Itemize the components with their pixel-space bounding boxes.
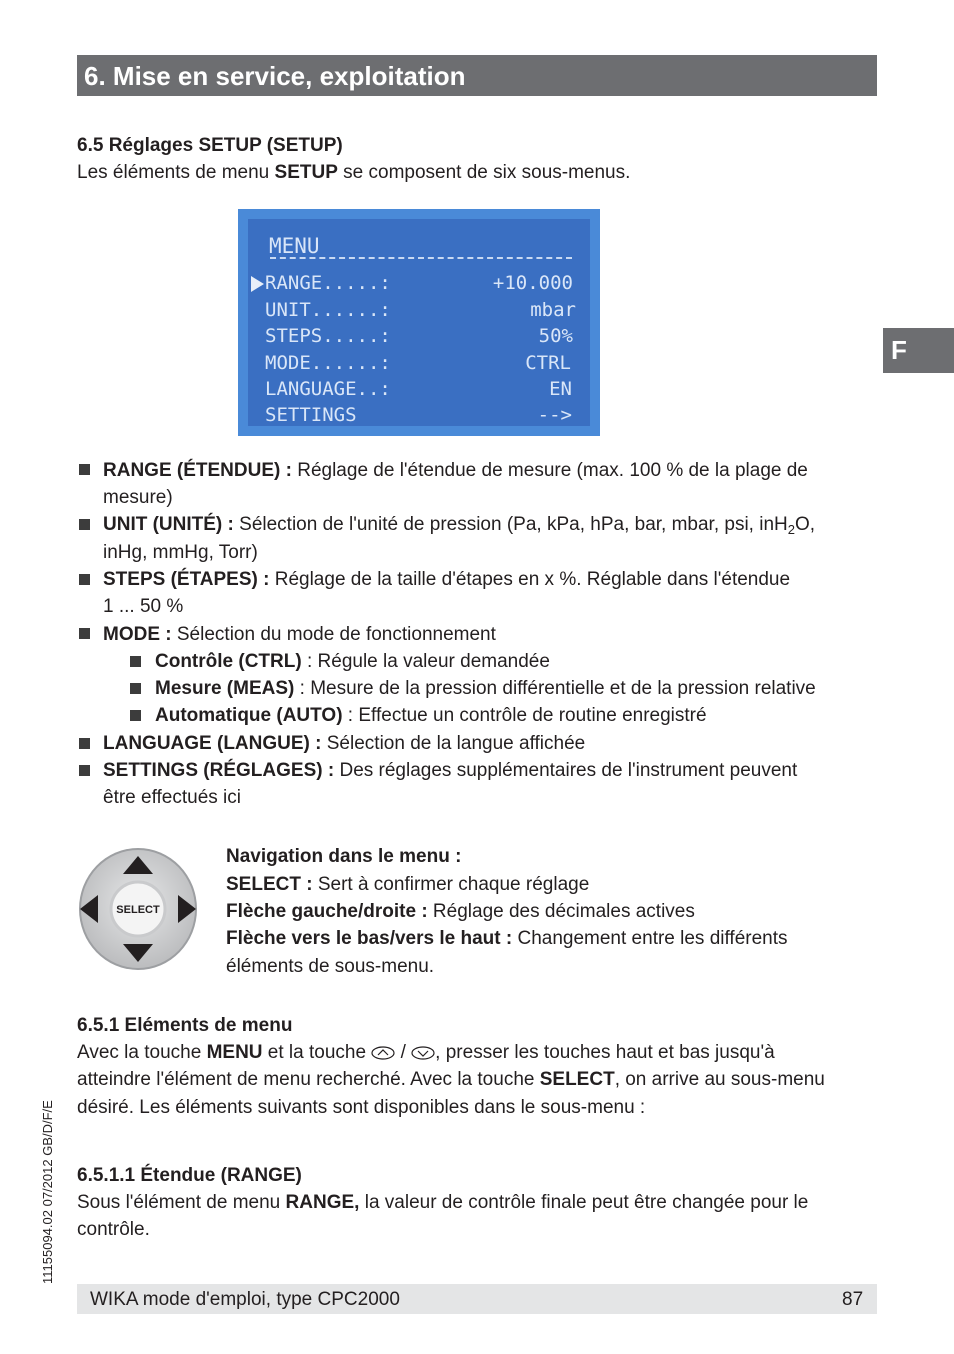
bullet-range: [103, 457, 808, 484]
sub-bullet-auto-text: : Effectue un contrôle de routine enregistré: [342, 705, 707, 726]
bullet-steps: [103, 566, 790, 593]
sub-bullet-ctrl-bold: Contrôle (CTRL): [155, 651, 302, 672]
dpad-select-label: SELECT: [116, 904, 160, 916]
sub-bullet-ctrl: [155, 648, 550, 675]
bullet-unit-bold: UNIT (UNITÉ) :: [103, 514, 234, 535]
nav-lr-line: [226, 898, 695, 925]
language-tab: [883, 328, 954, 373]
bullet-range-cont: mesure): [103, 487, 173, 508]
nav-ud-text: Changement entre les différents: [512, 928, 788, 949]
bullet-square: [79, 765, 90, 776]
bullet-square: [79, 574, 90, 585]
lcd-title: MENU: [269, 234, 320, 258]
intro-text: Les éléments de menu: [77, 162, 275, 183]
s651-text-b: et la touche: [262, 1042, 372, 1063]
document-code: 11155094.02 07/2012 GB/D/F/E: [40, 1100, 55, 1284]
page-number: 87: [842, 1289, 864, 1310]
bullet-language-bold: LANGUAGE (LANGUE) :: [103, 733, 322, 754]
s651-l2-b: , on arrive au sous-menu: [614, 1069, 825, 1090]
sub-bullet-square: [130, 656, 141, 667]
bullet-mode-text: Sélection du mode de fonctionnement: [171, 624, 496, 645]
lcd-pointer-icon: [251, 276, 264, 292]
lcd-row-label: RANGE.....:: [265, 272, 391, 294]
bullet-unit-sub: 2: [787, 522, 795, 537]
lcd-row-value: -->: [537, 404, 572, 426]
s6511-text-b: la valeur de contrôle finale peut être changée pour le: [359, 1192, 809, 1213]
s651-text-c: , presser les touches haut et bas jusqu'à: [435, 1042, 775, 1063]
nav-ud-line: [226, 925, 788, 952]
nav-lr-bold: Flèche gauche/droite :: [226, 901, 428, 922]
sub-bullet-auto: [155, 702, 707, 729]
section-heading-6-5-1-1: 6.5.1.1 Étendue (RANGE): [77, 1165, 302, 1186]
sub-bullet-square: [130, 710, 141, 721]
bullet-range-text: Réglage de l'étendue de mesure (max. 100 % de la plage de: [291, 460, 808, 481]
bullet-square: [79, 519, 90, 530]
lcd-row-value: CTRL: [525, 352, 571, 374]
bullet-mode-bold: MODE :: [103, 624, 172, 645]
lcd-row-label: MODE......:: [265, 352, 391, 374]
s651-menu-bold: MENU: [206, 1042, 263, 1063]
sub-bullet-square: [130, 683, 141, 694]
bullet-steps-bold: STEPS (ÉTAPES) :: [103, 569, 270, 590]
intro-text-post: se composent de six sous-menus.: [337, 162, 631, 183]
lcd-row-value: 50%: [538, 325, 573, 347]
s6511-range-bold: RANGE,: [285, 1192, 360, 1213]
bullet-square: [79, 738, 90, 749]
section-6-5-1-line2: [77, 1066, 825, 1093]
down-key-icon: [411, 1046, 435, 1060]
nav-select-bold: SELECT :: [226, 874, 313, 895]
lcd-row-value: mbar: [530, 299, 576, 321]
footer-title: WIKA mode d'emploi, type CPC2000: [90, 1289, 400, 1310]
section-6-5-1-line1: [77, 1039, 775, 1066]
s651-l2-a: atteindre l'élément de menu recherché. Avec la touche: [77, 1069, 540, 1090]
bullet-unit-cont: inHg, mmHg, Torr): [103, 542, 258, 563]
nav-select-line: [226, 871, 589, 898]
s6511-text-a: Sous l'élément de menu: [77, 1192, 286, 1213]
bullet-square: [79, 464, 90, 475]
section-6-5-1-1-line1: [77, 1189, 808, 1216]
nav-lr-text: Réglage des décimales actives: [427, 901, 695, 922]
nav-ud-cont: éléments de sous-menu.: [226, 956, 435, 977]
s651-slash: /: [395, 1042, 412, 1063]
sub-bullet-meas-text: : Mesure de la pression différentielle et de la pression relative: [294, 678, 816, 699]
bullet-mode: [103, 621, 496, 648]
bullet-language: [103, 730, 585, 757]
section-6-5-1-line3: désiré. Les éléments suivants sont disponibles dans le sous-menu :: [77, 1097, 646, 1118]
nav-ud-bold: Flèche vers le bas/vers le haut :: [226, 928, 513, 949]
bullet-steps-cont: 1 ... 50 %: [103, 596, 184, 617]
dpad-icon: [77, 846, 199, 972]
lcd-row-label: SETTINGS: [265, 404, 357, 426]
language-tab-label: F: [891, 335, 907, 365]
s651-text-a: Avec la touche: [77, 1042, 207, 1063]
sub-bullet-auto-bold: Automatique (AUTO): [155, 705, 343, 726]
nav-select-text: Sert à confirmer chaque réglage: [312, 874, 590, 895]
bullet-unit: [103, 511, 815, 538]
s651-select-bold: SELECT: [539, 1069, 615, 1090]
lcd-row-label: UNIT......:: [265, 299, 391, 321]
lcd-row-label: STEPS.....:: [265, 325, 391, 347]
lcd-divider: [270, 257, 572, 259]
section-heading-6-5: 6.5 Réglages SETUP (SETUP): [77, 135, 343, 156]
sub-bullet-meas-bold: Mesure (MEAS): [155, 678, 295, 699]
section-heading-6-5-1: 6.5.1 Eléments de menu: [77, 1015, 293, 1036]
intro-bold: SETUP: [274, 162, 338, 183]
bullet-settings-text: Des réglages supplémentaires de l'instrument peuvent: [334, 760, 798, 781]
up-key-icon: [371, 1046, 395, 1060]
lcd-row-label: LANGUAGE..:: [265, 378, 391, 400]
bullet-unit-text: Sélection de l'unité de pression (Pa, kPa, hPa, bar, mbar, psi, inH: [233, 514, 788, 535]
bullet-range-bold: RANGE (ÉTENDUE) :: [103, 460, 292, 481]
bullet-square: [79, 628, 90, 639]
bullet-settings-bold: SETTINGS (RÉGLAGES) :: [103, 760, 335, 781]
bullet-steps-text: Réglage de la taille d'étapes en x %. Réglable dans l'étendue: [269, 569, 791, 590]
page-title: 6. Mise en service, exploitation: [84, 61, 466, 91]
bullet-language-text: Sélection de la langue affichée: [321, 733, 586, 754]
bullet-unit-text-b: O,: [795, 514, 816, 535]
lcd-row-value: +10.000: [492, 272, 573, 294]
sub-bullet-ctrl-text: : Régule la valeur demandée: [301, 651, 550, 672]
lcd-row-value: EN: [549, 378, 572, 400]
bullet-settings-cont: être effectués ici: [103, 787, 242, 808]
section-6-5-1-1-line2: contrôle.: [77, 1219, 150, 1240]
sub-bullet-meas: [155, 675, 816, 702]
bullet-settings: [103, 757, 797, 784]
section-intro: [77, 159, 630, 186]
navigation-heading: Navigation dans le menu :: [226, 846, 462, 867]
